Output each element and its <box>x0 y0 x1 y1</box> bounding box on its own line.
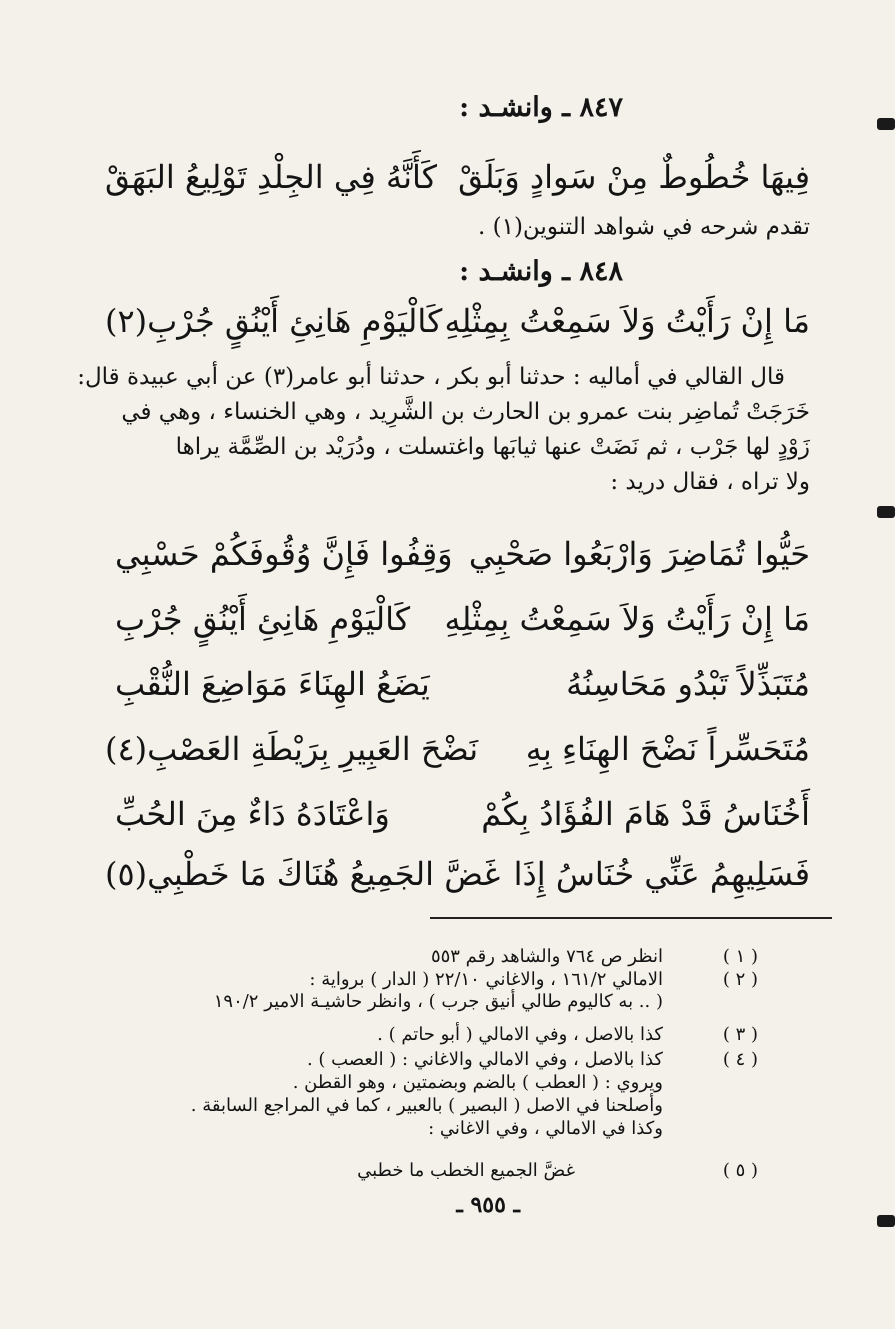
footnote-line: غضَّ الجميع الخطب ما خطبي <box>357 1160 575 1181</box>
footnote-line: وكذا في الامالي ، وفي الاغاني : <box>428 1118 663 1139</box>
footnote-line: ( .. به كاليوم طالي أنيق جرب ) ، وانظر حاشيـة الامير ١٩٠/٢ <box>213 991 663 1012</box>
verse-847-left-hemistich: كَأَنَّهُ فِي الجِلْدِ تَوْلِيعُ البَهَقْ <box>105 158 437 196</box>
verse-848-left-hemistich: كَالْيَوْمِ هَانِئِ أَيْنُقٍ جُرْبِ(٢) <box>105 302 443 340</box>
footnote-line: ويروي : ( العطب ) بالضم وبضمتين ، وهو القطن . <box>292 1072 663 1093</box>
scan-edge-mark <box>877 506 895 518</box>
section-heading-847: ٨٤٧ ـ وانشـد : <box>459 92 623 123</box>
poem-left-hemistich: نَضْحَ العَبِيرِ بِرَيْطَةِ العَصْبِ(٤) <box>105 730 479 768</box>
verse-847-right-hemistich: فِيهَا خُطُوطٌ مِنْ سَوادٍ وَبَلَقْ <box>458 158 810 196</box>
poem-right-hemistich: مُتَبَذِّلاً تَبْدُو مَحَاسِنُهُ <box>566 665 810 703</box>
footnote-line: وأصلحنا في الاصل ( البصير ) بالعبير ، كما في المراجع السابقة . <box>190 1095 663 1116</box>
prose-line: ولا تراه ، فقال دريد : <box>610 469 810 495</box>
poem-right-hemistich: مَا إِنْ رَأَيْتُ وَلاَ سَمِعْتُ بِمِثْلِهِ <box>444 600 810 638</box>
poem-left-hemistich: وَقِفُوا فَإِنَّ وُقُوفَكُمْ حَسْبِي <box>115 535 453 573</box>
poem-right-hemistich: أَخُنَاسُ قَدْ هَامَ الفُؤَادُ بِكُمْ <box>481 795 810 833</box>
poem-right-hemistich: مُتَحَسِّراً نَضْحَ الهِنَاءِ بِهِ <box>525 730 810 768</box>
footnote-number: ( ٣ ) <box>722 1024 758 1045</box>
poem-left-hemistich: يَضَعُ الهِنَاءَ مَوَاضِعَ النُّقْبِ <box>115 665 430 703</box>
verse-848-right-hemistich: مَا إِنْ رَأَيْتُ وَلاَ سَمِعْتُ بِمِثْلِهِ <box>444 302 810 340</box>
prose-line: زَوْدٍ لها جَرْب ، ثم نَضَتْ عنها ثيابَها واغتسلت ، ودُرَيْد بن الصِّمَّة يراها <box>175 434 810 460</box>
poem-right-hemistich: حَيُّوا تُمَاضِرَ وَارْبَعُوا صَحْبِي <box>468 535 810 573</box>
footnote-number: ( ٤ ) <box>722 1049 758 1070</box>
footnote-line: كذا بالاصل ، وفي الامالي والاغاني : ( العصب ) . <box>306 1049 663 1070</box>
footnote-line: كذا بالاصل ، وفي الامالي ( أبو حاتم ) . <box>377 1024 663 1045</box>
page-number: ـ ٩٥٥ ـ <box>456 1192 520 1218</box>
poem-left-hemistich: غَضَّ الجَمِيعُ هُنَاكَ مَا خَطْبِي(٥) <box>105 855 501 893</box>
scan-edge-mark <box>877 118 895 130</box>
footnote-line: انظر ص ٧٦٤ والشاهد رقم ٥٥٣ <box>430 946 663 967</box>
poem-left-hemistich: وَاعْتَادَهُ دَاءٌ مِنَ الحُبِّ <box>115 795 390 833</box>
prose-line: خَرَجَتْ تُماضِر بنت عمرو بن الحارث بن الشَّرِيد ، وهي الخنساء ، وهي في <box>121 399 810 425</box>
footnote-line: الامالي ١٦١/٢ ، والاغاني ٢٢/١٠ ( الدار ) برواية : <box>309 969 663 990</box>
footnote-number: ( ٢ ) <box>722 969 758 990</box>
footnote-rule <box>430 917 832 919</box>
section-847-note: تقدم شرحه في شواهد التنوين(١) . <box>477 214 810 240</box>
scan-edge-mark <box>877 1215 895 1227</box>
footnote-number: ( ٥ ) <box>722 1160 758 1181</box>
poem-left-hemistich: كَالْيَوْمِ هَانِئِ أَيْنُقٍ جُرْبِ <box>115 600 411 638</box>
prose-line: قال القالي في أماليه : حدثنا أبو بكر ، حدثنا أبو عامر(٣) عن أبي عبيدة قال: <box>77 364 785 390</box>
poem-right-hemistich: فَسَلِيهِمُ عَنِّي خُنَاسُ إِذَا <box>513 855 810 893</box>
section-heading-848: ٨٤٨ ـ وانشـد : <box>459 256 623 287</box>
footnote-number: ( ١ ) <box>722 946 758 967</box>
